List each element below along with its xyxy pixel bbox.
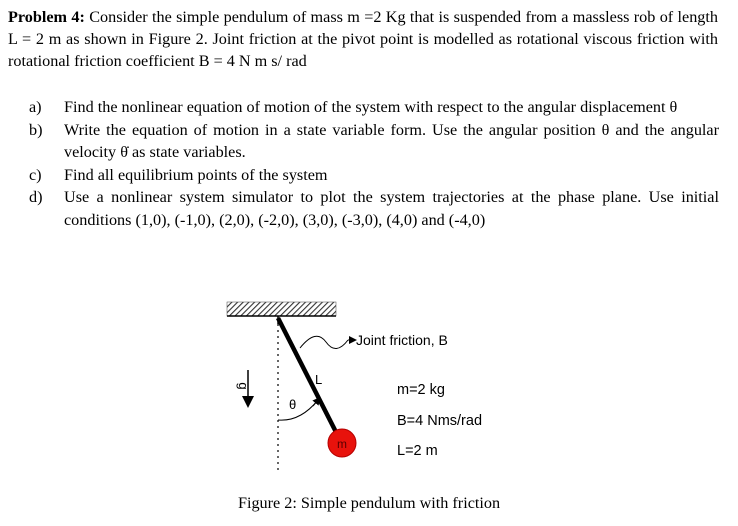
question-parts xyxy=(29,96,719,231)
part-b xyxy=(29,119,719,164)
joint-friction-label: Joint friction, B xyxy=(356,332,448,348)
problem-text: Consider the simple pendulum of mass m =2 Kg that is suspended from a massless rob of length L = 2 m as shown in Figure 2. Joint friction at the pivot point is modelled as rotational viscous friction with rotational friction coefficient B = 4 N m s/ rad xyxy=(8,8,718,70)
part-a xyxy=(29,96,719,119)
part-b-marker: b) xyxy=(29,120,43,139)
gravity-label: g xyxy=(236,382,251,390)
figure-caption: Figure 2: Simple pendulum with friction xyxy=(237,494,501,512)
part-c xyxy=(29,164,719,187)
param-friction: B=4 Nms/rad xyxy=(397,413,483,429)
length-label: L xyxy=(315,372,323,387)
param-length: L=2 m xyxy=(397,443,438,459)
problem-label: Problem 4: xyxy=(8,8,85,26)
part-c-marker: c) xyxy=(29,165,42,184)
part-b-text: Write the equation of motion in a state variable form. Use the angular position θ and the angular velocity θ̇ as state variables. xyxy=(64,120,719,161)
part-a-text: Find the nonlinear equation of motion of the system with respect to the angular displacement θ xyxy=(64,98,678,116)
joint-friction-leader xyxy=(300,336,348,348)
param-mass: m=2 kg xyxy=(397,382,445,398)
pendulum-rod xyxy=(278,318,338,436)
problem-statement xyxy=(8,6,718,72)
angle-arrow xyxy=(313,400,318,406)
mass-label: m xyxy=(337,437,347,451)
part-c-text: Find all equilibrium points of the system xyxy=(64,165,328,184)
pendulum-diagram xyxy=(0,290,738,526)
part-d-marker: d) xyxy=(29,188,43,206)
ceiling-hatch xyxy=(227,302,336,316)
part-d xyxy=(29,186,719,231)
angle-arc xyxy=(278,400,318,420)
pendulum-figure xyxy=(0,290,738,526)
angle-label: θ xyxy=(289,397,297,412)
part-a-marker: a) xyxy=(29,98,42,116)
part-d-text: Use a nonlinear system simulator to plot the system trajectories at the phase plane. Use initial conditions (1,0), (-1,0), (2,0), (-2,0), (3,0), (-3,0), (4,0) and (-4,0) xyxy=(64,188,719,229)
